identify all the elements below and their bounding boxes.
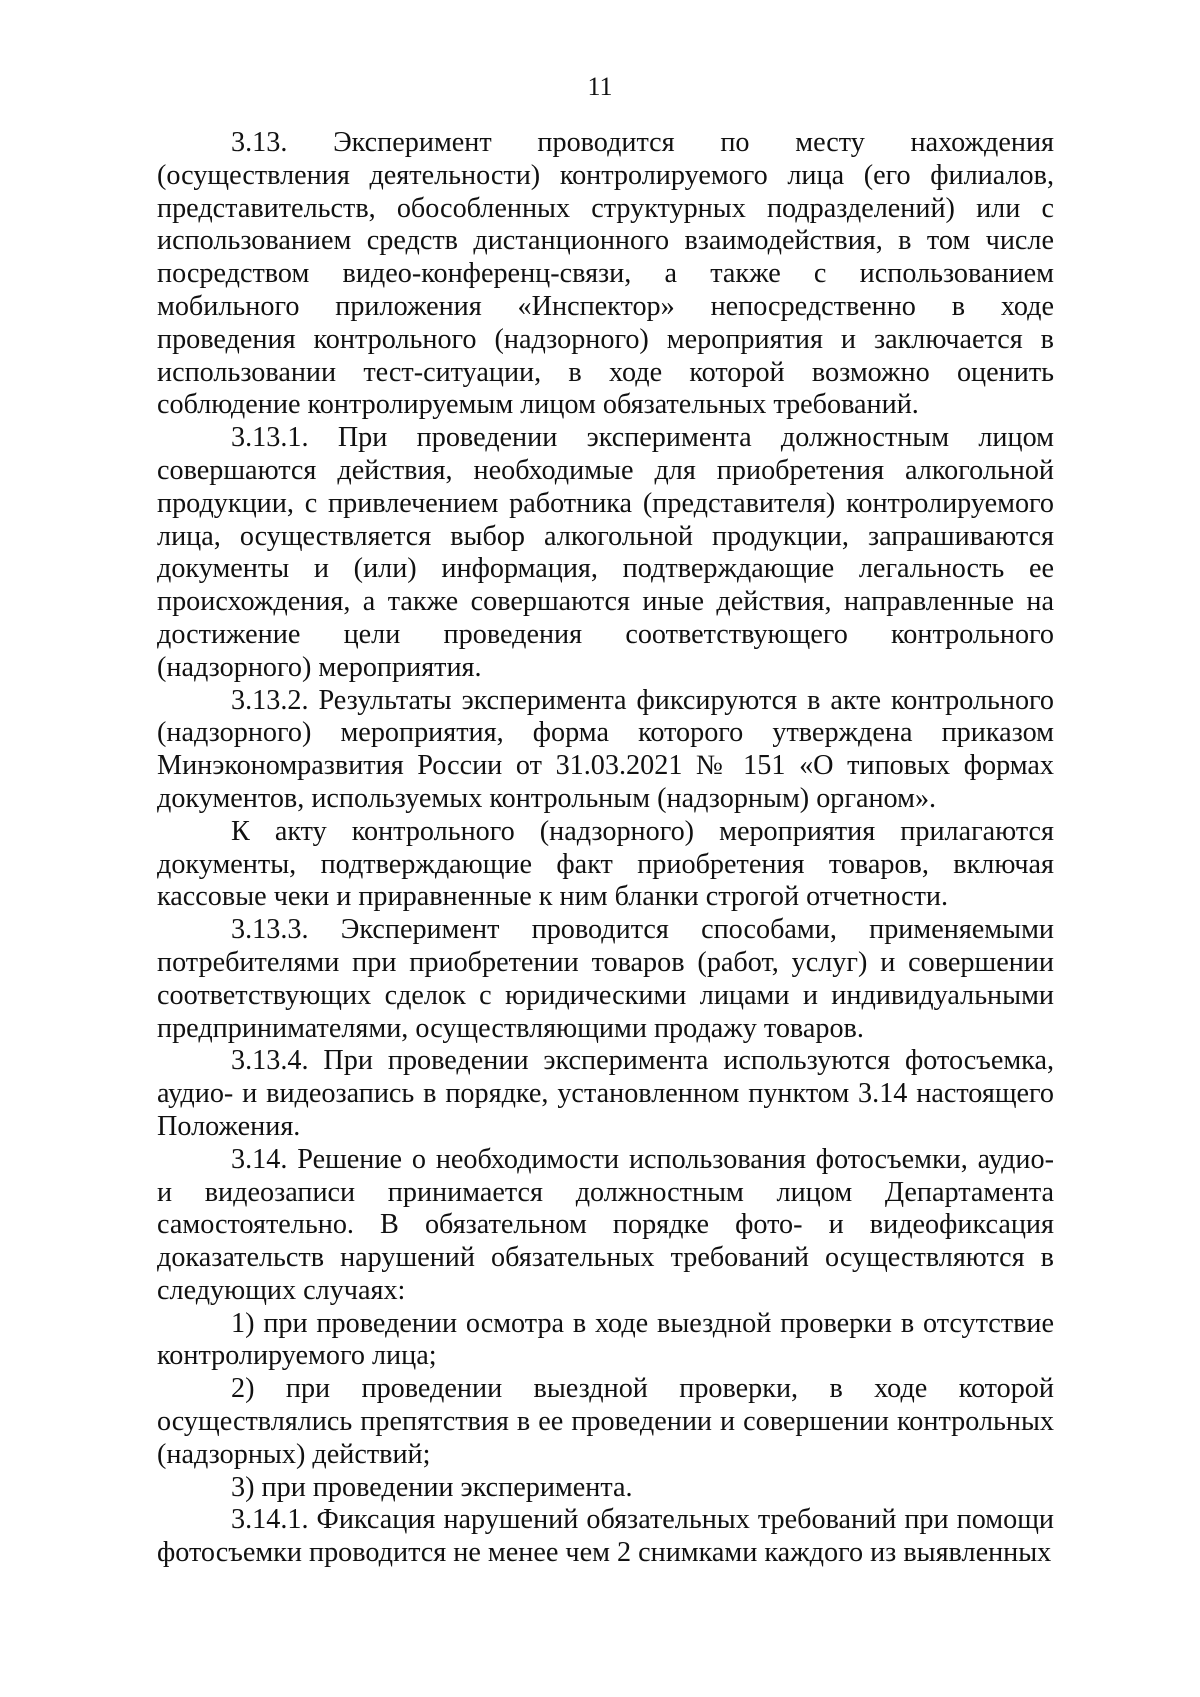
paragraph-act-attachments: К акту контрольного (надзорного) мероприятия прилагаются документы, подтверждающие факт приобретения товаров, включая кассовые чеки и приравненные к ним бланки строгой отчетности. (157, 815, 1054, 913)
paragraph-3-13-2: 3.13.2. Результаты эксперимента фиксируются в акте контрольного (надзорного) мероприятия, форма которого утверждена приказом Минэкономразвития России от 31.03.2021 № 151 «О типовых формах документов, используемых контрольным (надзорным) органом». (157, 684, 1054, 814)
paragraph-3-13-4: 3.13.4. При проведении эксперимента используются фотосъемка, аудио- и видеозапись в порядке, установленном пунктом 3.14 настоящего Положения. (157, 1045, 1054, 1142)
paragraph-3-13-3: 3.13.3. Эксперимент проводится способами, применяемыми потребителями при приобретении товаров (работ, услуг) и совершении соответствующих сделок с юридическими лицами и индивидуальными предпринимателями, осуществляющими продажу товаров. (157, 914, 1054, 1044)
list-item-1: 1) при проведении осмотра в ходе выездной проверки в отсутствие контролируемого лица; (157, 1307, 1054, 1372)
paragraph-3-13: 3.13. Эксперимент проводится по месту нахождения (осуществления деятельности) контролируемого лица (его филиалов, представительств, обособленных структурных подразделений) или с использованием средств дистанционного взаимодействия, в том числе посредством видео-конференц-связи, а также с использованием мобильного приложения «Инспектор» непосредственно в ходе проведения контрольного (надзорного) мероприятия и заключается в использовании тест-ситуации, в ходе которой возможно оценить соблюдение контролируемым лицом обязательных требований. (157, 127, 1054, 421)
paragraph-3-14-1: 3.14.1. Фиксация нарушений обязательных требований при помощи фотосъемки проводится не менее чем 2 снимками каждого из выявленных (157, 1504, 1054, 1569)
page-number: 11 (587, 72, 613, 101)
list-item-3: 3) при проведении эксперимента. (231, 1471, 633, 1503)
list-item-2: 2) при проведении выездной проверки, в ходе которой осуществлялись препятствия в ее проведении и совершении контрольных (надзорных) действий; (157, 1373, 1054, 1470)
document-body (157, 127, 1054, 1570)
paragraph-3-13-1: 3.13.1. При проведении эксперимента должностным лицом совершаются действия, необходимые для приобретения алкогольной продукции, с привлечением работника (представителя) контролируемого лица, осуществляется выбор алкогольной продукции, запрашиваются документы и (или) информация, подтверждающие легальность ее происхождения, а также совершаются иные действия, направленные на достижение цели проведения соответствующего контрольного (надзорного) мероприятия. (157, 422, 1054, 683)
paragraph-3-14: 3.14. Решение о необходимости использования фотосъемки, аудио- и видеозаписи принимается должностным лицом Департамента самостоятельно. В обязательном порядке фото- и видеофиксация доказательств нарушений обязательных требований осуществляются в следующих случаях: (157, 1143, 1054, 1306)
